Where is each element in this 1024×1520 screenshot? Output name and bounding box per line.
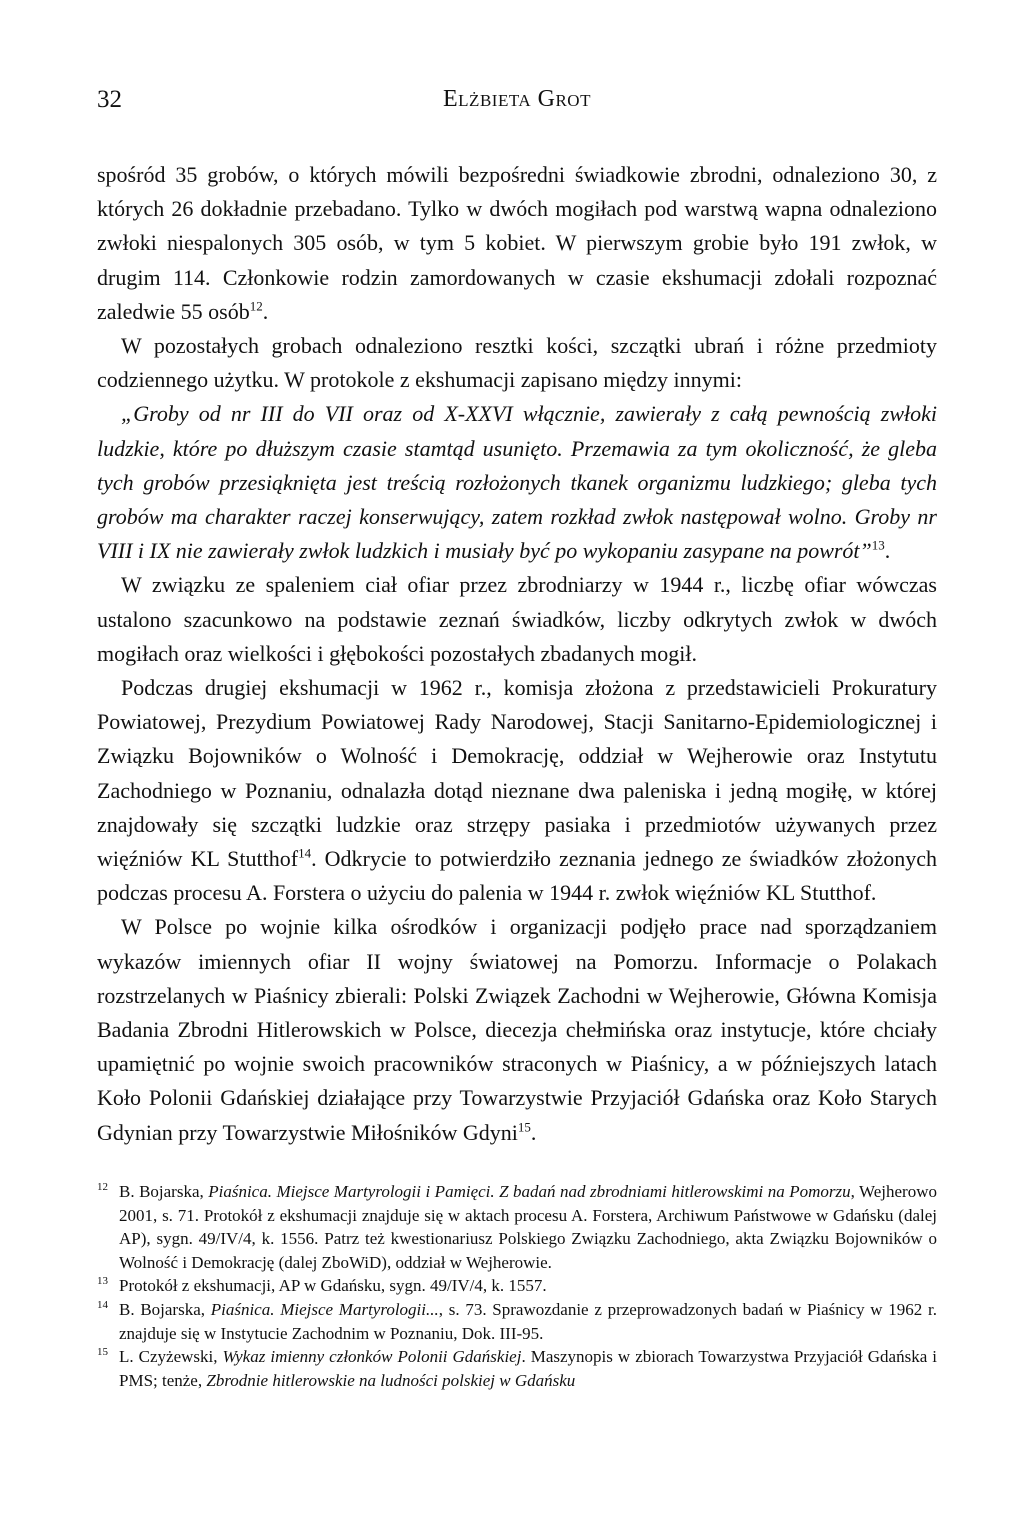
footnote-14: 14 B. Bojarska, Piaśnica. Miejsce Martyrologii..., s. 73. Sprawozdanie z przeprowadzonych badań w Piaśnicy w 1962 r. znajduje się w Instytucie Zachodnim w Poznaniu, Dok. III-95. <box>97 1298 937 1345</box>
paragraph-6: W Polsce po wojnie kilka ośrodków i organizacji podjęło prace nad sporządzaniem wykazów imiennych ofiar II wojny światowej na Pomorzu. Informacje o Polakach rozstrzelanych w Piaśnicy zbierali: Polski Związek Zachodni w Wejherowie, Główna Komisja Badania Zbrodni Hitlerowskich w Polsce, diecezja chełmińska oraz instytucje, które chciały upamiętnić po wojnie swoich pracowników straconych w Piaśnicy, a w późniejszych latach Koło Polonii Gdańskiej działające przy Towarzystwie Przyjaciół Gdańska oraz Koło Starych Gdynian przy Towarzystwie Miłośników Gdyni$^{15}$. <box>97 914 937 1145</box>
footnote-number: 12 <box>97 1181 108 1193</box>
footnotes <box>97 1180 937 1392</box>
footnote-ref-13[interactable]: 13 <box>871 537 885 553</box>
paragraph-5: Podczas drugiej ekshumacji w 1962 r., komisja złożona z przedstawicieli Prokuratury Powiatowej, Prezydium Powiatowej Rady Narodowej, Stacji Sanitarno-Epidemiologicznej i Związku Bojowników o Wolność i Demokrację, oddział w Wejherowie oraz Instytutu Zachodniego w Poznaniu, odnalazła dotąd nieznane dwa paleniska i jedną mogiłę, w której znajdowały się szczątki ludzkie oraz strzępy pasiaka i przedmiotów używanych przez więźniów KL Stutthof$^{14}$. Odkrycie to potwierdziło zeznania jednego ze świadków złożonych podczas procesu A. Forstera o użyciu do palenia w 1944 r. zwłok więźniów KL Stutthof. <box>97 675 938 906</box>
footnote-ref-12[interactable]: 12 <box>249 298 263 314</box>
paragraph-4: W związku ze spaleniem ciał ofiar przez zbrodniarzy w 1944 r., liczbę ofiar wówczas ustalono szacunkowo na podstawie zeznań świadków, liczby odkrytych zwłok w dwóch mogiłach oraz wielkości i głębokości pozostałych zbadanych mogił. <box>97 572 937 666</box>
footnote-15: 15 L. Czyżewski, Wykaz imienny członków Polonii Gdańskiej. Maszynopis w zbiorach Towarzystwa Przyjaciół Gdańska i PMS; tenże, Zbrodnie hitlerowskie na ludności polskiej w Gdańsku <box>97 1345 937 1392</box>
quote-paragraph: „Groby od nr III do VII oraz od X-XXVI włącznie, zawierały z całą pewnością zwłoki ludzkie, które po dłuższym czasie stamtąd usunięto. Przemawia za tym okoliczność, że gleba tych grobów przesiąknięta jest treścią rozłożonych tkanek organizmu ludzkiego; gleba tych grobów ma charakter raczej konserwujący, zatem rozkład zwłok następował wolno. Groby nr VIII i IX nie zawierały zwłok ludzkich i musiały być po wykopaniu zasypane na powrót”$^{13}$. <box>97 401 937 564</box>
footnote-ref-15[interactable]: 15 <box>517 1119 531 1135</box>
footnote-number: 15 <box>97 1346 108 1359</box>
running-title: Elżbieta Grot <box>443 86 591 112</box>
footnote-13: 13 Protokół z ekshumacji, AP w Gdańsku, sygn. 49/IV/4, k. 1557. <box>97 1274 937 1298</box>
page-header <box>97 86 937 122</box>
paragraph-2: W pozostałych grobach odnaleziono resztki kości, szczątki ubrań i różne przedmioty codziennego użytku. W protokole z ekshumacji zapisano między innymi: <box>97 333 937 393</box>
footnote-number: 13 <box>97 1275 108 1288</box>
page-number: 32 <box>97 86 122 113</box>
footnote-number: 14 <box>97 1298 108 1311</box>
body-text <box>97 158 937 1150</box>
paragraph-1: spośród 35 grobów, o których mówili bezpośredni świadkowie zbrodni, odnaleziono 30, z których 26 dokładnie przebadano. Tylko w dwóch mogiłach pod warstwą wapna odnaleziono zwłoki niespalonych 305 osób, w tym 5 kobiet. W pierwszym grobie było 191 zwłok, w drugim 114. Członkowie rodzin zamordowanych w czasie ekshumacji zdołali rozpoznać zaledwie 55 osób$^{12}$. <box>97 162 937 324</box>
footnote-12: 12 B. Bojarska, Piaśnica. Miejsce Martyrologii i Pamięci. Z badań nad zbrodniami hitlerowskimi na Pomorzu, Wejherowo 2001, s. 71. Protokół z ekshumacji znajduje się w aktach procesu A. Forstera, Archiwum Państwowe w Gdańsku (dalej AP), sygn. 49/IV/4, k. 1556. Patrz też kwestionariusz Polskiego Związku Zachodniego, akta Związku Bojowników o Wolność i Demokrację (dalej ZboWiD), oddział w Wejherowie. <box>97 1180 937 1274</box>
footnote-ref-14[interactable]: 14 <box>298 845 312 861</box>
